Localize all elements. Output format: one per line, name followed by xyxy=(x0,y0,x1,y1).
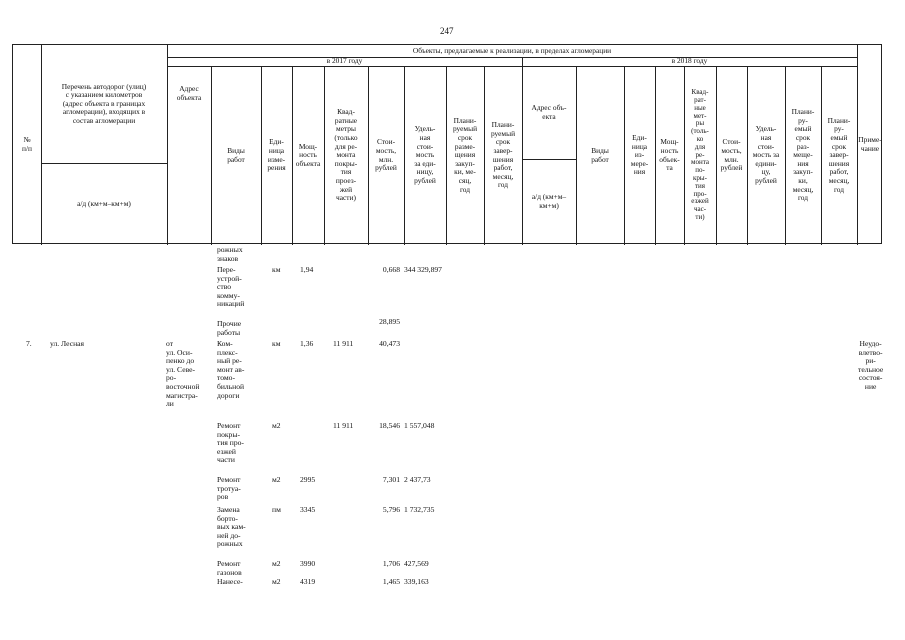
header-unit-2018: Еди- ница из- мере- ния xyxy=(630,133,649,177)
header-sqm-2018: Квад- рат- ные мет- ры (толь- ко для ре- монта по- кры- тия про- езжей час- ти) xyxy=(691,88,709,221)
table-row-7-works: Ремонт газонов xyxy=(217,559,242,577)
table-row-3-cost: 40,473 xyxy=(379,339,400,348)
header-plan-place: Плани- руемый срок разме- щения закуп- ки, ме- сяц, год xyxy=(452,115,478,194)
header-year-2018: в 2018 году xyxy=(671,56,708,66)
table-row-8-unit-cost: 339,163 xyxy=(404,577,429,586)
header-plan-end: Плани- руемый срок завер- шения работ, месяц, год xyxy=(490,120,516,190)
header-road-list-sub: а/д (км+м–км+м) xyxy=(77,198,131,208)
header-unit-cost: Удель- ная стои- мость за еди- ницу, рублей xyxy=(414,124,436,185)
table-row-8-works: Нанесе- xyxy=(217,577,243,586)
table-row-3-capacity: 1,36 xyxy=(300,339,314,348)
table-row-3-works: Ком- плекс- ный ре- монт ав- томо- бильной дороги xyxy=(217,339,245,400)
table-row-7-unit-cost: 427,569 xyxy=(404,559,429,568)
header-cost: Стои- мость, млн. рублей xyxy=(375,137,397,173)
header-unit: Еди- ница изме- рения xyxy=(267,137,286,173)
table-row-3-address: от ул. Оси- пенко до ул. Севе- ро- восточной магистра- ли xyxy=(166,339,200,409)
header-works: Виды работ xyxy=(227,145,245,164)
table-row-1-unit-cost: 344 329,897 xyxy=(404,265,442,274)
table-row-2-cost: 28,895 xyxy=(379,317,400,326)
table-row-3-road: ул. Лесная xyxy=(50,339,85,348)
table-row-1-works: Пере- устрой- ство комму- никаций xyxy=(217,265,245,309)
table-row-6-unit-cost: 1 732,735 xyxy=(404,505,435,514)
header-plan-place-2018: Плани- ру- емый срок раз- меще- ния закуп- ки, месяц, год xyxy=(791,107,815,203)
table-row-7-cost: 1,706 xyxy=(382,559,400,568)
table-row-5-capacity: 2995 xyxy=(300,475,316,484)
header-address-2018: Адрес объ- екта xyxy=(531,102,567,121)
page-number: 247 xyxy=(440,26,454,36)
table-row-3-sqm: 11 911 xyxy=(333,339,354,348)
header-works-2018: Виды работ xyxy=(591,145,609,164)
table-row-1-cost: 0,668 xyxy=(382,265,400,274)
header-sqm: Квад- ратные метры (только для ре- монта покры- тия проез- жей части) xyxy=(334,107,358,203)
table-row-8-unit: м2 xyxy=(272,577,281,586)
table-row-3-note: Неудо- влетво- ри- тельное состоя- ние xyxy=(858,339,884,391)
header-capacity-2018: Мощ- ность объек- та xyxy=(659,137,680,173)
header-group-title: Объекты, предлагаемые к реализации, в пределах агломерации xyxy=(412,45,612,55)
header-num: № п/п xyxy=(22,135,32,153)
table-row-5-unit-cost: 2 437,73 xyxy=(404,475,431,484)
table-row-4-unit: м2 xyxy=(272,421,281,430)
table-row-1-unit: км xyxy=(272,265,281,274)
header-address-2018-sub: а/д (км+м– км+м) xyxy=(531,192,567,210)
header-note: Приме- чание xyxy=(858,135,882,153)
table-row-1-capacity: 1,94 xyxy=(300,265,314,274)
header-unit-cost-2018: Удель- ная стои- мость за едини- цу, рублей xyxy=(752,124,780,185)
table-row-8-cost: 1,465 xyxy=(382,577,400,586)
table-row-7-unit: м2 xyxy=(272,559,281,568)
table-row-6-capacity: 3345 xyxy=(300,505,316,514)
table-row-3-num: 7. xyxy=(26,339,32,348)
table-row-5-cost: 7,301 xyxy=(382,475,400,484)
header-capacity: Мощ- ность объекта xyxy=(295,141,321,168)
table-row-4-cost: 18,546 xyxy=(379,421,400,430)
header-year-2017: в 2017 году xyxy=(326,56,363,66)
table-header xyxy=(12,44,882,244)
table-row-4-sqm: 11 911 xyxy=(333,421,354,430)
table-row-7-capacity: 3990 xyxy=(300,559,316,568)
table-row-4-works: Ремонт покры- тия про- езжей части xyxy=(217,421,244,465)
table-row-3-unit: км xyxy=(272,339,281,348)
table-row-2-works: Прочие работы xyxy=(217,319,242,337)
table-row-6-works: Замена борто- вых кам- ней до- рожных xyxy=(217,505,246,549)
table-row-5-unit: м2 xyxy=(272,475,281,484)
table-row-4-unit-cost: 1 557,048 xyxy=(404,421,435,430)
table-row-8-capacity: 4319 xyxy=(300,577,316,586)
table-row-5-works: Ремонт тротуа- ров xyxy=(217,475,241,502)
header-road-list: Перечень автодорог (улиц) с указанием километров (адрес объекта в границах агломерации), входящих в состав агломерации xyxy=(61,81,147,125)
table-row-6-cost: 5,796 xyxy=(382,505,400,514)
table-row-6-unit: пм xyxy=(272,505,281,514)
header-plan-end-2018: Плани- ру- емый срок завер- шения работ, месяц, год xyxy=(827,115,851,194)
header-address: Адрес объекта xyxy=(176,84,202,102)
header-cost-2018: Стои- мость, млн. рублей xyxy=(720,137,743,173)
table-row-0-works: рожных знаков xyxy=(217,245,243,263)
